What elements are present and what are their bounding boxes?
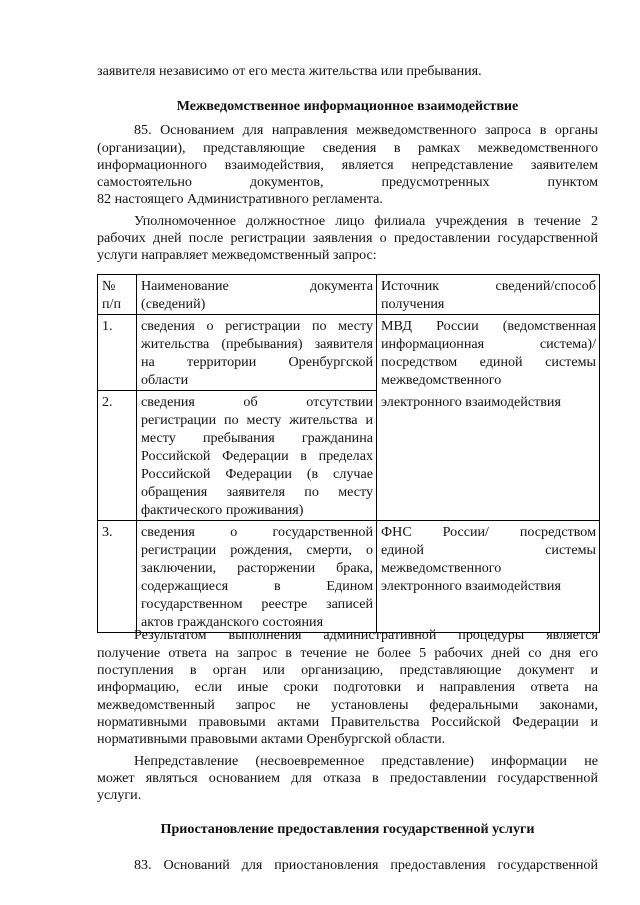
header-source-text: Источник сведений/способ bbox=[381, 278, 596, 294]
paragraph-85-line: самостоятельно документов, предусмотренных пунктом bbox=[97, 174, 598, 190]
nonsubmission-paragraph-line: услуги. bbox=[97, 787, 142, 803]
row-num-cell bbox=[98, 521, 137, 633]
row-source-cell bbox=[377, 391, 600, 521]
row-source-text: межведомственного bbox=[381, 372, 502, 388]
paragraph-official-line: рабочих дней после регистрации заявления о предоставлении государственной bbox=[97, 230, 598, 246]
row-name-text: фактического проживания) bbox=[141, 502, 304, 518]
row-name-text: месту пребывания гражданина bbox=[141, 430, 373, 446]
row-name-text: сведения о регистрации по месту bbox=[141, 318, 373, 334]
row-source-cell bbox=[377, 521, 600, 633]
row-name-text: сведения об отсутствии bbox=[141, 394, 373, 410]
row-name-text: заключении, расторжении брака, bbox=[141, 560, 373, 576]
section-heading-interagency: Межведомственное информационное взаимодействие bbox=[176, 98, 519, 114]
paragraph-85-line: 85. Основанием для направления межведомственного запроса в органы bbox=[134, 122, 598, 138]
row-name-cell bbox=[137, 521, 377, 633]
header-num-cell bbox=[98, 275, 137, 315]
result-paragraph-line: получение ответа на запрос в течение не более 5 рабочих дней со дня его bbox=[97, 645, 598, 661]
row-name-text: государственном реестре записей bbox=[141, 596, 373, 612]
paragraph-official-line: услуги направляет межведомственный запрос: bbox=[97, 247, 377, 263]
paragraph-85-line: 82 настоящего Административного регламента. bbox=[97, 191, 383, 207]
row-name-text: жительства (пребывания) заявителя bbox=[141, 336, 373, 352]
row-source-cell bbox=[377, 315, 600, 391]
paragraph-83-line: 83. Оснований для приостановления предоставления государственной bbox=[134, 857, 598, 873]
request-table bbox=[97, 274, 600, 633]
row-source-text: электронного взаимодействия bbox=[381, 578, 561, 594]
table-row bbox=[98, 315, 600, 391]
paragraph-official-line: Уполномоченное должностное лицо филиала учреждения в течение 2 bbox=[134, 213, 598, 229]
section-heading-suspension: Приостановление предоставления государственной услуги bbox=[160, 821, 535, 837]
row-name-text: Российской Федерации (в случае bbox=[141, 466, 373, 482]
result-paragraph-line: Результатом выполнения административной процедуры является bbox=[134, 627, 598, 643]
paragraph-85-line: информационного взаимодействия, является непредставление заявителем bbox=[97, 157, 598, 173]
row-num-text: 2. bbox=[102, 394, 113, 410]
row-name-text: регистрации рождения, смерти, о bbox=[141, 542, 373, 558]
header-source-cell bbox=[377, 275, 600, 315]
header-name-text: Наименование документа bbox=[141, 278, 373, 294]
header-num-text: № bbox=[102, 278, 116, 294]
row-source-text: информационная система)/ bbox=[381, 336, 596, 352]
row-source-text: единой системы bbox=[381, 542, 596, 558]
row-name-text: на территории Оренбургской bbox=[141, 354, 373, 370]
result-paragraph-line: межведомственный запрос не установлены федеральными законами, bbox=[97, 697, 598, 713]
table-header-row bbox=[98, 275, 600, 315]
table-row bbox=[98, 521, 600, 633]
row-source-text: ФНС России/ посредством bbox=[381, 524, 596, 540]
row-name-text: обращения заявителя по месту bbox=[141, 484, 373, 500]
row-source-text: межведомственного bbox=[381, 560, 502, 576]
nonsubmission-paragraph-line: Непредставление (несвоевременное представление) информации не bbox=[134, 753, 598, 769]
header-num-text: п/п bbox=[102, 296, 122, 312]
row-name-cell bbox=[137, 315, 377, 391]
row-name-text: сведения о государственной bbox=[141, 524, 373, 540]
row-name-text: Российской Федерации в пределах bbox=[141, 448, 373, 464]
row-source-text: МВД России (ведомственная bbox=[381, 318, 596, 334]
header-source-text: получения bbox=[381, 296, 445, 312]
row-name-cell bbox=[137, 391, 377, 521]
nonsubmission-paragraph-line: может являться основанием для отказа в предоставлении государственной bbox=[97, 770, 598, 786]
header-name-text: (сведений) bbox=[141, 296, 206, 312]
row-num-text: 3. bbox=[102, 524, 113, 540]
row-name-text: актов гражданского состояния bbox=[141, 614, 324, 630]
row-name-text: содержащиеся в Едином bbox=[141, 578, 373, 594]
table-row bbox=[98, 391, 600, 521]
result-paragraph-line: нормативными правовыми актами Правительства Российской Федерации и bbox=[97, 714, 598, 730]
row-name-text: области bbox=[141, 372, 189, 388]
result-paragraph-line: информацию, если иные сроки подготовки и направления ответа на bbox=[97, 679, 598, 695]
row-source-text: посредством единой системы bbox=[381, 354, 596, 370]
header-name-cell bbox=[137, 275, 377, 315]
row-num-cell bbox=[98, 391, 137, 521]
row-num-text: 1. bbox=[102, 318, 113, 334]
paragraph-85-line: (организации), представляющие сведения в рамках межведомственного bbox=[97, 140, 598, 156]
row-name-text: регистрации по месту жительства и bbox=[141, 412, 373, 428]
row-source-text: электронного взаимодействия bbox=[381, 393, 561, 410]
result-paragraph-line: поступления в орган или организацию, представляющие документ и bbox=[97, 662, 598, 678]
intro-line: заявителя независимо от его места жительства или пребывания. bbox=[97, 63, 482, 79]
result-paragraph-line: нормативными правовыми актами Оренбургской области. bbox=[97, 731, 446, 747]
row-num-cell bbox=[98, 315, 137, 391]
